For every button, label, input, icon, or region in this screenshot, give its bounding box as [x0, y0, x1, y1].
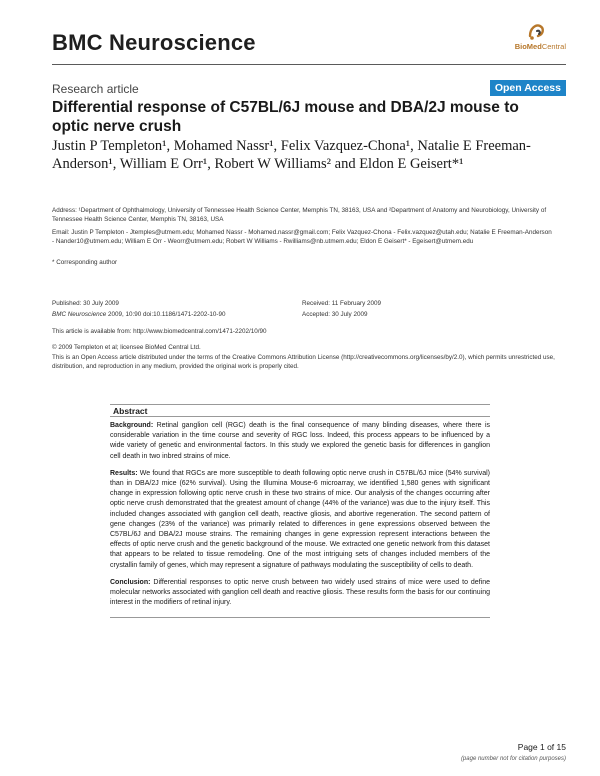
citation-details: 2009, 10:90 doi:10.1186/1471-2202-10-90	[106, 311, 226, 319]
header-rule	[52, 64, 566, 65]
accepted-date: Accepted: 30 July 2009	[302, 311, 368, 319]
open-access-badge[interactable]: Open Access	[490, 80, 566, 96]
page-number: Page 1 of 15	[517, 742, 566, 752]
address: Address: ¹Department of Ophthalmology, University of Tennessee Health Science Center, Memphis TN, 38163, USA and ²Department of Anatomy and Neurobiology, University of Tennessee Health Science Center, Memphis TN, 38163, USA	[52, 207, 547, 224]
publisher-name-b: Central	[541, 42, 566, 51]
background-label: Background:	[110, 422, 154, 429]
copyright-line: © 2009 Templeton et al; licensee BioMed Central Ltd.	[52, 344, 201, 351]
abstract-results	[110, 469, 490, 571]
abstract-box	[110, 404, 490, 618]
publisher-logo[interactable]	[494, 22, 566, 54]
abstract-heading: Abstract	[110, 404, 490, 417]
author-list: Justin P Templeton¹, Mohamed Nassr¹, Felix Vazquez-Chona¹, Natalie E Freeman-Anderson¹, William E Orr¹, Robert W Williams² and Eldon E Geisert*¹	[52, 138, 531, 172]
abstract-end-rule	[110, 617, 490, 618]
article-title: Differential response of C57BL/6J mouse and DBA/2J mouse to optic nerve crush	[52, 99, 519, 135]
conclusion-label: Conclusion:	[110, 578, 151, 586]
publisher-name	[515, 42, 566, 51]
published-date: Published: 30 July 2009	[52, 300, 119, 307]
citation	[52, 310, 302, 319]
page-number-note: (page number not for citation purposes)	[460, 756, 566, 762]
journal-title: BMC Neuroscience	[52, 30, 256, 55]
license-text[interactable]: This is an Open Access article distributed under the terms of the Creative Commons Attribution License (http://creativecommons.org/licenses/by/2.0), which permits unrestricted use, distribution, and reproduction in any medium, provided the original work is properly cited.	[52, 354, 555, 371]
background-text: Retinal ganglion cell (RGC) death is the final consequence of many blinding diseases, where there is considerable variation in the time course and severity of RGC loss. Indeed, this process appears to be influenced by a wide variety of genetic and environmental factors. In this study we explored the genetic basis for differences in ganglion cell death in two inbred strains of mice.	[110, 422, 490, 460]
email-list[interactable]: Email: Justin P Templeton - Jtemples@utmem.edu; Mohamed Nassr - Mohamed.nassr@gmail.com; Felix Vazquez-Chona - Felix.vazquez@utah.edu; Natalie E Freeman-Anderson - Nander10@utmem.edu; William E Orr - Weorr@utmem.edu; Robert W Williams - Rwilliams@nb.utmem.edu; Eldon E Geisert* - Egeisert@utmem.edu	[52, 229, 552, 246]
publisher-name-a: BioMed	[514, 42, 542, 51]
corresponding-author-note: * Corresponding author	[52, 259, 118, 266]
abstract-background	[110, 421, 490, 462]
citation-journal: BMC Neuroscience	[52, 311, 107, 319]
received-date: Received: 11 February 2009	[302, 300, 381, 307]
abstract-conclusion	[110, 578, 490, 609]
results-text: We found that RGCs are more susceptible to death following optic nerve crush in C57BL/6J mice (54% survival) than in DBA/2J mice (62% survival). Using the Illumina Mouse-6 microarray, we identified 1,580 genes with significant change in expression following optic nerve crush in these two strains of mice. Our analysis of the changes occurring after optic nerve crush demonstrated that the greatest amount of change (44% of the variance) was due to the injury itself. This included changes associated with ganglion cell death, reactive gliosis, and abortive regeneration. The second pattern of gene changes (23% of the variance) was primarily related to differences in gene expressions observed between the C57BL/6J and DBA/2J mouse strains. The remaining changes in gene expression represent interactions between the effects of optic nerve crush and the genetic background of the mouse. We extracted one genetic network from this dataset that appears to be related to tissue remodeling. One of the most intriguing sets of changes included members of the crystallin family of genes, which may represent a signature of pathways modulating the susceptibility of cells to death.	[110, 469, 490, 569]
biomed-central-logo-icon	[526, 22, 548, 42]
article-type: Research article	[52, 82, 139, 96]
conclusion-text: Differential responses to optic nerve crush between two widely used strains of mice were used to define molecular networks associated with ganglion cell death and reactive gliosis. These results form the basis for our continuing interest in the modifiers of retinal injury.	[110, 578, 490, 607]
results-label: Results:	[110, 469, 138, 477]
availability-link[interactable]: This article is available from: http://www.biomedcentral.com/1471-2202/10/90	[52, 328, 267, 335]
copyright-block	[52, 343, 572, 372]
publication-info	[52, 299, 302, 321]
dates-info	[302, 299, 502, 321]
